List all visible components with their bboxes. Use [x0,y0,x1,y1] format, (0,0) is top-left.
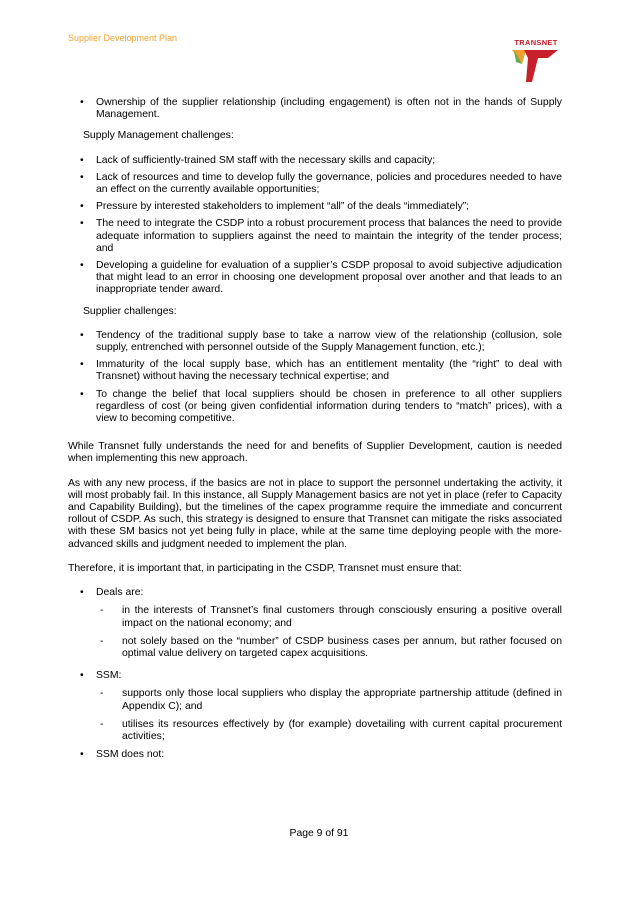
list-item: • Ownership of the supplier relationship (including engagement) is often not in the hands of Supply Management. [68,97,562,121]
sm-challenges-heading: Supply Management challenges: [83,130,234,142]
list-item: • Immaturity of the local supply base, which has an entitlement mentality (the “right” to deal with Transnet) without having the necessary technical expertise; and [68,359,562,383]
list-item: - supports only those local suppliers who display the appropriate partnership attitude (defined in Appendix C); and [96,688,562,712]
sm-challenges-list [68,155,562,297]
paragraph: As with any new process, if the basics are not in place to support the personnel undertaking the activity, it will most probably fail. In this instance, all Supply Management basics are not yet in place (refer to Capacity and Capability Building), but the timelines of the capex programme require the immediate and concurrent rollout of CSDP. As such, this strategy is designed to ensure that Transnet can mitigate the risks associated with these SM basics not yet being fully in place, while at the same time deploying people with the more-advanced skills and judgment needed to implement the plan. [68,477,562,550]
list-item: • Developing a guideline for evaluation of a supplier’s CSDP proposal to avoid subjective adjudication that might lead to an error in choosing one development proposal over another and that leads to an inappropriate tender award. [68,260,562,297]
supplier-challenges-list [68,330,562,425]
deals-sub-list [96,605,562,660]
supplier-challenges-heading: Supplier challenges: [83,305,177,317]
list-item: - in the interests of Transnet’s final customers through consciously ensuring a positive overall impact on the national economy; and [96,605,562,629]
list-item-ssm [68,670,562,743]
transnet-logo-icon [512,50,560,82]
logo-wordmark: TRANSNET [514,38,558,47]
list-item-deals [68,587,562,660]
list-item: • To change the belief that local suppliers should be chosen in preference to all other suppliers regardless of cost (or being given confidential information during tenders to “match” prices), with a view to becoming competitive. [68,389,562,426]
list-item: - not solely based on the “number” of CSDP business cases per annum, but rather focused on optimal value delivery on targeted capex acquisitions. [96,636,562,660]
deals-label: Deals are: [96,587,144,599]
ssm-not-label: SSM does not: [96,749,165,761]
list-item: - utilises its resources effectively by (for example) dovetailing with current capital procurement activities; [96,719,562,743]
ssm-label: SSM: [96,670,122,682]
list-item-ssm-not [68,749,562,761]
intro-bullet-list [68,97,562,121]
page-header-title: Supplier Development Plan [68,33,178,43]
transnet-logo [506,38,566,84]
list-item: • Pressure by interested stakeholders to implement “all” of the deals “immediately”; [68,201,562,213]
paragraph: Therefore, it is important that, in participating in the CSDP, Transnet must ensure that: [68,562,462,574]
page-body [68,97,562,766]
list-item: • Lack of sufficiently-trained SM staff with the necessary skills and capacity; [68,155,562,167]
list-item: • Tendency of the traditional supply base to take a narrow view of the relationship (collusion, sole supply, entrenched with personnel outside of the Supply Management function, etc.); [68,330,562,354]
page-number: Page 9 of 91 [289,828,349,839]
paragraph: While Transnet fully understands the need for and benefits of Supplier Development, caution is needed when implementing this new approach. [68,441,562,465]
list-item: • The need to integrate the CSDP into a robust procurement process that balances the need to provide adequate information to suppliers against the need to maintain the integrity of the tender process; and [68,218,562,255]
list-item: • Lack of resources and time to develop fully the governance, policies and procedures needed to have an effect on the currently available opportunities; [68,172,562,196]
ensure-list [68,587,562,761]
ssm-sub-list [96,688,562,743]
